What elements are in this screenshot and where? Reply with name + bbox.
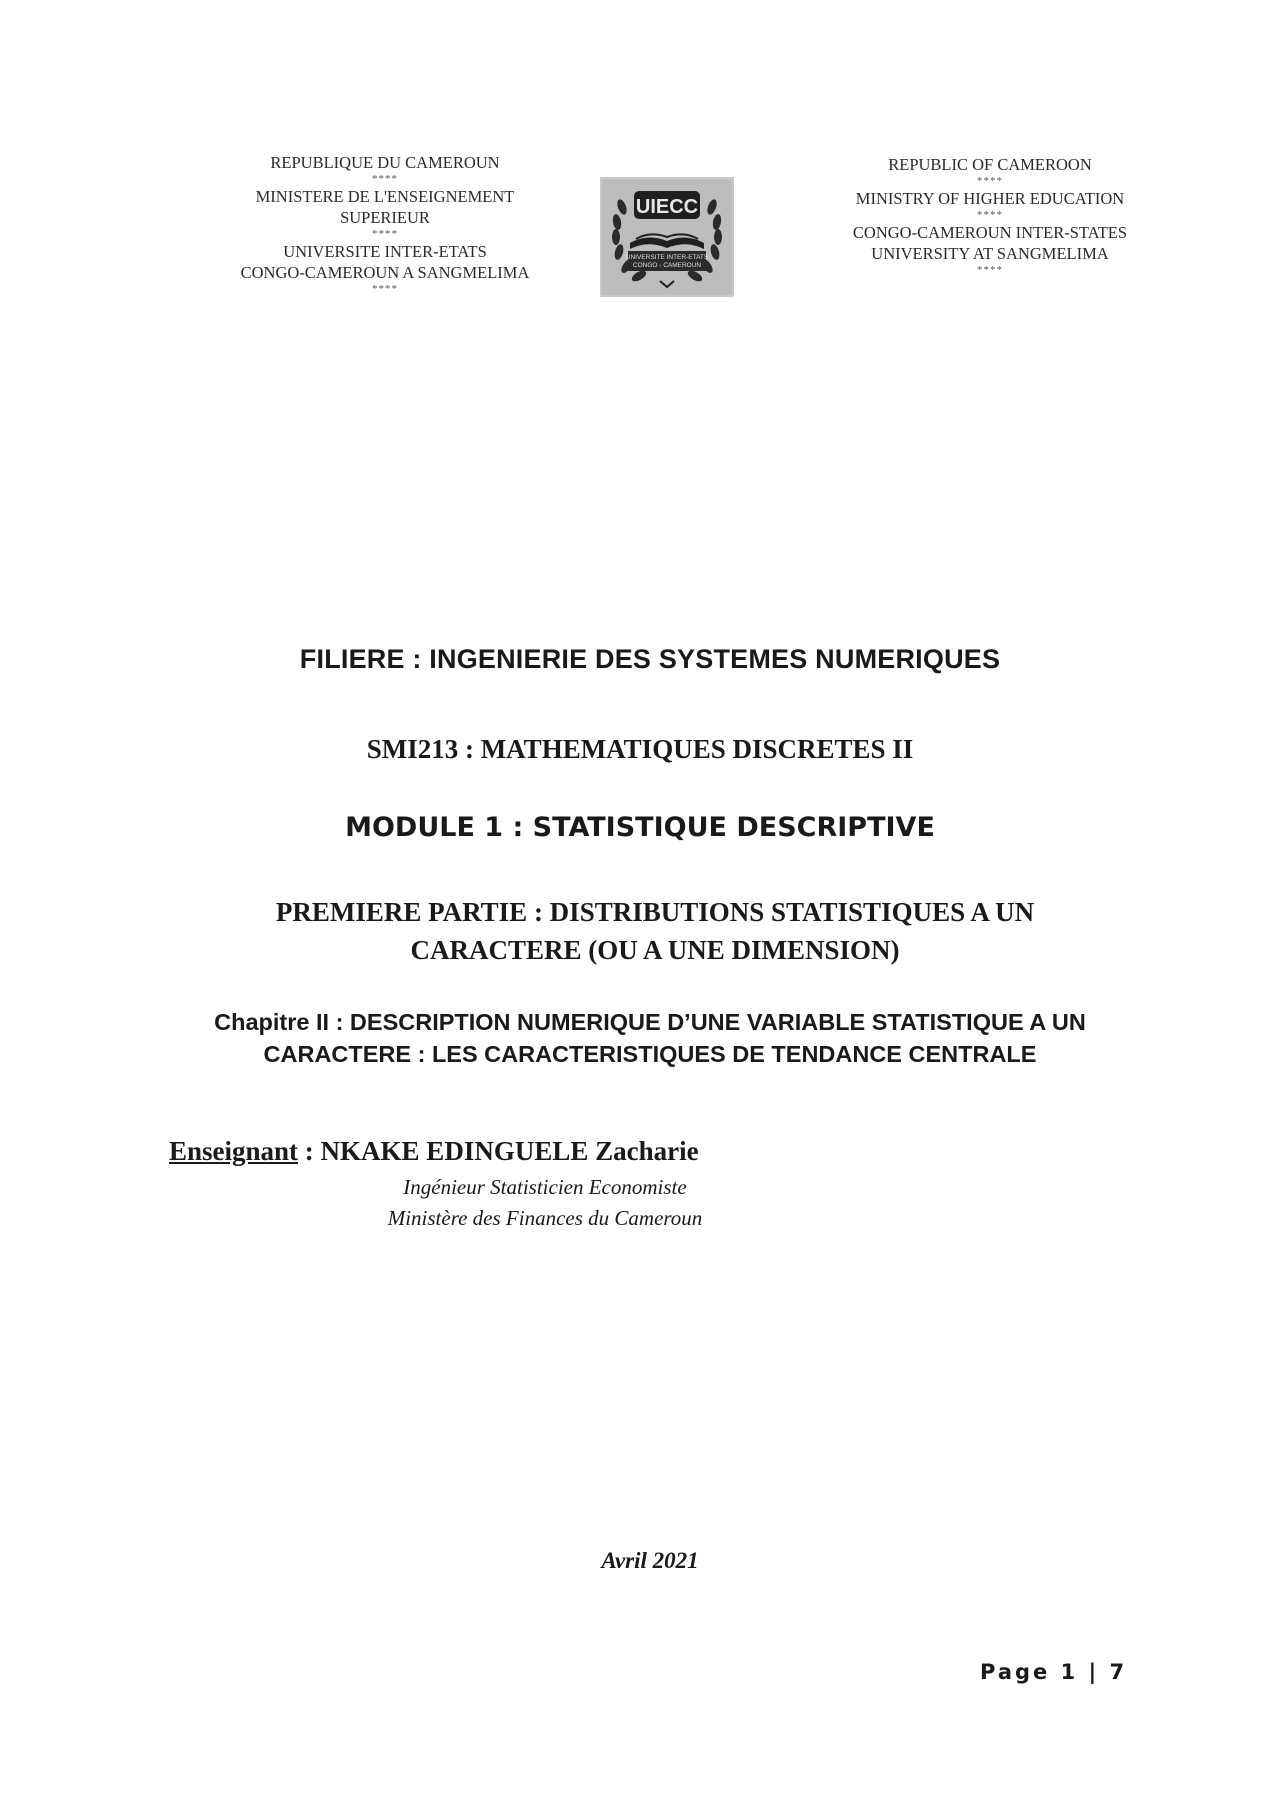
university-logo bbox=[600, 177, 734, 297]
teacher-line bbox=[169, 1136, 699, 1167]
teacher-institution: Ministère des Finances du Cameroun bbox=[387, 1206, 703, 1230]
header-fr-university: UNIVERSITE INTER-ETATS bbox=[283, 242, 487, 261]
header-fr-separator: **** bbox=[372, 228, 398, 240]
header-fr-separator: **** bbox=[372, 283, 398, 295]
module-title: MODULE 1 : STATISTIQUE DESCRIPTIVE bbox=[345, 812, 935, 843]
header-en-separator: **** bbox=[977, 175, 1003, 187]
teacher-role: Ingénieur Statisticien Economiste bbox=[403, 1175, 687, 1199]
header-en-ministry: MINISTRY OF HIGHER EDUCATION bbox=[855, 189, 1125, 208]
header-en-university: CONGO-CAMEROUN INTER-STATES bbox=[852, 223, 1128, 242]
header-french bbox=[200, 152, 570, 296]
header-fr-ministry-2: SUPERIEUR bbox=[340, 208, 430, 227]
teacher-details bbox=[300, 1172, 790, 1234]
header-en-separator: **** bbox=[977, 209, 1003, 221]
header-en-separator: **** bbox=[977, 264, 1003, 276]
header-fr-ministry: MINISTERE DE L'ENSEIGNEMENT bbox=[255, 187, 515, 206]
course-title: SMI213 : MATHEMATIQUES DISCRETES II bbox=[366, 734, 914, 764]
document-date: Avril 2021 bbox=[601, 1548, 699, 1573]
chapter-title: Chapitre II : DESCRIPTION NUMERIQUE D’UNE VARIABLE STATISTIQUE A UN CARACTERE : LES CARACTERISTIQUES DE TENDANCE CENTRALE bbox=[214, 1009, 1086, 1067]
logo-ribbon-line2: CONGO - CAMEROUN bbox=[632, 262, 702, 269]
logo-acronym: UIECC bbox=[635, 196, 699, 218]
partie-title: PREMIERE PARTIE : DISTRIBUTIONS STATISTIQUES A UN CARACTERE (OU A UNE DIMENSION) bbox=[275, 897, 1035, 965]
teacher-label: Enseignant bbox=[169, 1136, 299, 1166]
teacher-name: NKAKE EDINGUELE Zacharie bbox=[320, 1136, 699, 1166]
header-en-university-2: UNIVERSITY AT SANGMELIMA bbox=[871, 244, 1109, 263]
header-english bbox=[800, 154, 1180, 277]
page-number: Page 1 | 7 bbox=[980, 1660, 1128, 1684]
header-en-republic: REPUBLIC OF CAMEROON bbox=[888, 155, 1092, 174]
logo-ribbon-line1: UNIVERSITE INTER-ETATS bbox=[625, 254, 709, 261]
filiere-title: FILIERE : INGENIERIE DES SYSTEMES NUMERIQUES bbox=[299, 644, 1001, 674]
header-fr-separator: **** bbox=[372, 173, 398, 185]
header-fr-republic: REPUBLIQUE DU CAMEROUN bbox=[270, 153, 500, 172]
header-fr-university-2: CONGO-CAMEROUN A SANGMELIMA bbox=[240, 263, 530, 282]
teacher-separator: : bbox=[298, 1136, 321, 1166]
